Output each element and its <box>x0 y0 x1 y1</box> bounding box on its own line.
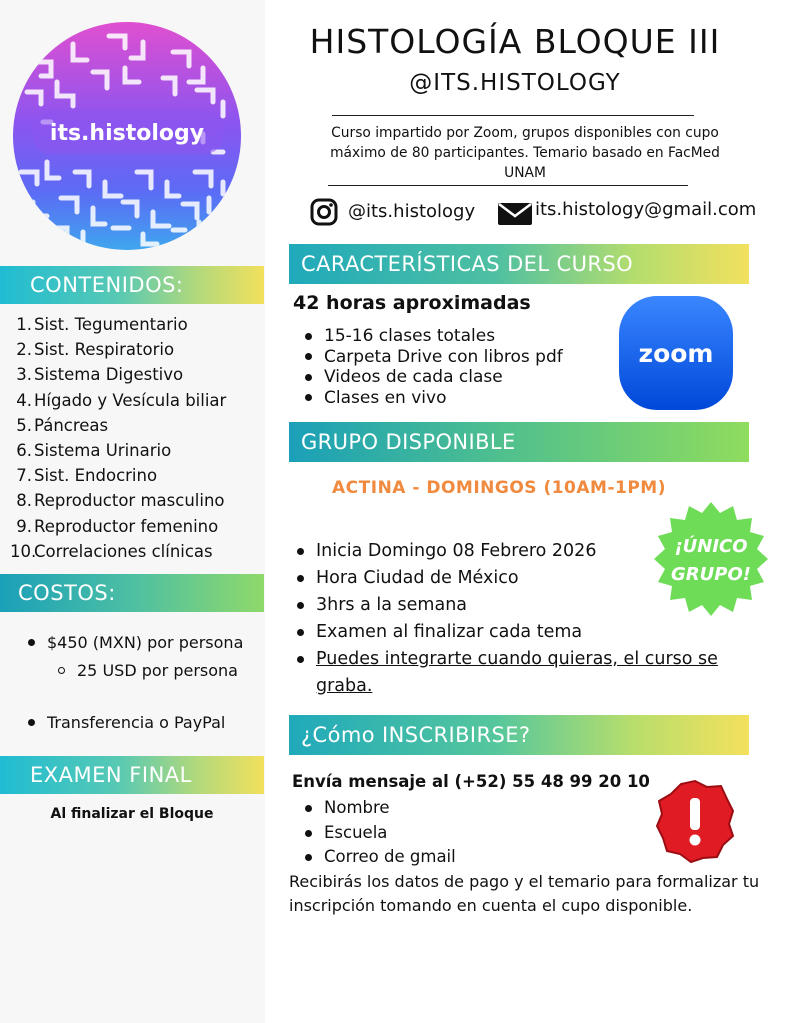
contents-number: 1. <box>16 315 32 335</box>
contents-label: Reproductor femenino <box>34 516 219 536</box>
feature-item <box>305 347 625 368</box>
closing-text: Recibirás los datos de pago y el temario para formalizar tu inscripción tomando en cuenta el cupo disponible. <box>289 872 760 915</box>
list-item-text: Clases en vivo <box>324 387 447 408</box>
contents-number: 3. <box>16 365 32 385</box>
contents-number: 8. <box>16 491 32 511</box>
mail-icon[interactable] <box>498 203 532 225</box>
exam-text: Al finalizar el Bloque <box>50 806 214 822</box>
cost-usd: 25 USD por persona <box>77 660 238 680</box>
contents-number: 5. <box>16 415 32 435</box>
register-item <box>305 796 456 821</box>
bullet-icon <box>305 805 312 812</box>
contents-item <box>10 463 260 488</box>
contents-number: 6. <box>16 441 32 461</box>
list-item-text: 15-16 clases totales <box>324 326 496 346</box>
bullet-icon <box>297 548 304 555</box>
alert-icon <box>655 778 735 864</box>
list-item-text: Escuela <box>324 822 388 842</box>
contents-label: Reproductor masculino <box>34 491 225 511</box>
contents-item <box>10 312 260 337</box>
contents-number: 10. <box>10 541 37 561</box>
cost-mxn: $450 (MXN) por persona <box>47 632 244 652</box>
page-title: HISTOLOGÍA BLOQUE III <box>309 22 721 61</box>
bullet-icon <box>305 353 312 360</box>
intro-text: Curso impartido por Zoom, grupos disponibles con cupo máximo de 80 participantes. Temario basado en FacMed UNAM <box>330 125 720 181</box>
contents-label: Sistema Digestivo <box>34 365 184 385</box>
bullet-icon <box>297 629 304 636</box>
list-item-text: Correo de gmail <box>324 847 456 866</box>
exam-heading: EXAMEN FINAL <box>0 756 264 794</box>
feature-item <box>305 388 625 409</box>
its-histology-logo <box>13 22 241 250</box>
list-item-text: Carpeta Drive con libros pdf <box>324 346 563 367</box>
contents-heading: CONTENIDOS: <box>0 266 264 304</box>
contents-number: 4. <box>16 390 32 410</box>
list-item-text: Examen al finalizar cada tema <box>316 622 583 642</box>
contents-number: 7. <box>16 466 32 486</box>
instagram-handle[interactable]: @its.histology <box>348 201 476 222</box>
contents-item <box>10 539 260 564</box>
contents-item <box>10 488 260 513</box>
contents-label: Hígado y Vesícula biliar <box>34 390 227 410</box>
payment-methods: Transferencia o PayPal <box>47 712 226 732</box>
bullet-icon <box>305 854 312 861</box>
badge-line-1: ¡ÚNICO <box>674 536 748 557</box>
register-heading: ¿Cómo INSCRIBIRSE? <box>289 715 749 755</box>
costs-heading: COSTOS: <box>0 574 264 612</box>
contents-label: Sistema Urinario <box>34 441 172 461</box>
star-badge <box>651 500 771 618</box>
instagram-icon[interactable] <box>310 198 338 226</box>
list-item <box>28 628 264 656</box>
contents-label: Correlaciones clínicas <box>34 541 213 561</box>
list-item <box>28 708 264 736</box>
list-item-text: Inicia Domingo 08 Febrero 2026 <box>316 541 597 561</box>
contents-label: Sist. Respiratorio <box>34 340 175 360</box>
features-list <box>305 326 625 408</box>
bullet-icon <box>28 719 35 726</box>
hollow-bullet-icon <box>58 667 65 674</box>
list-item-text: Puedes integrarte cuando quieras, el curso se graba. <box>316 649 718 696</box>
contents-item <box>10 362 260 387</box>
bullet-icon <box>305 374 312 381</box>
schedule-item <box>297 646 767 700</box>
list-item-text: 3hrs a la semana <box>316 595 468 615</box>
zoom-logo-text: zoom <box>638 339 714 368</box>
list-item-text: Videos de cada clase <box>324 367 503 387</box>
list-item-text: Hora Ciudad de México <box>316 568 519 588</box>
group-heading: GRUPO DISPONIBLE <box>289 422 749 462</box>
contents-label: Páncreas <box>34 415 109 435</box>
feature-item <box>305 326 625 347</box>
contents-label: Sist. Tegumentario <box>34 315 188 335</box>
costs-list <box>28 628 264 736</box>
page-subtitle: @ITS.HISTOLOGY <box>409 70 621 96</box>
course-hours: 42 horas aproximadas <box>293 292 531 314</box>
logo-text: its.histology <box>49 121 205 146</box>
bullet-icon <box>305 394 312 401</box>
bullet-icon <box>297 656 304 663</box>
contents-item <box>10 438 260 463</box>
contents-number: 2. <box>16 340 32 360</box>
badge-line-2: GRUPO! <box>671 564 751 585</box>
contact-row <box>310 198 770 228</box>
register-item <box>305 845 456 870</box>
email-address[interactable]: its.histology@gmail.com <box>535 199 757 220</box>
contents-list <box>10 312 260 564</box>
contact-message: Envía mensaje al (+52) 55 48 99 20 10 <box>292 772 650 791</box>
feature-item <box>305 367 625 388</box>
register-list <box>305 796 456 870</box>
divider <box>328 185 688 186</box>
contents-item <box>10 413 260 438</box>
register-item <box>305 821 456 846</box>
sidebar <box>0 0 265 1023</box>
list-item-text: Nombre <box>324 798 390 817</box>
bullet-icon <box>305 333 312 340</box>
contents-item <box>10 514 260 539</box>
contents-label: Sist. Endocrino <box>34 466 158 486</box>
group-name: ACTINA - DOMINGOS (10AM-1PM) <box>332 478 666 498</box>
bullet-icon <box>305 830 312 837</box>
divider <box>332 115 694 116</box>
list-item <box>28 656 264 684</box>
bullet-icon <box>297 602 304 609</box>
bullet-icon <box>28 639 35 646</box>
contents-number: 9. <box>16 516 32 536</box>
schedule-item <box>297 619 767 646</box>
contents-item <box>10 337 260 362</box>
bullet-icon <box>297 575 304 582</box>
features-heading: CARACTERÍSTICAS DEL CURSO <box>289 244 749 284</box>
contents-item <box>10 388 260 413</box>
zoom-logo <box>619 296 733 410</box>
